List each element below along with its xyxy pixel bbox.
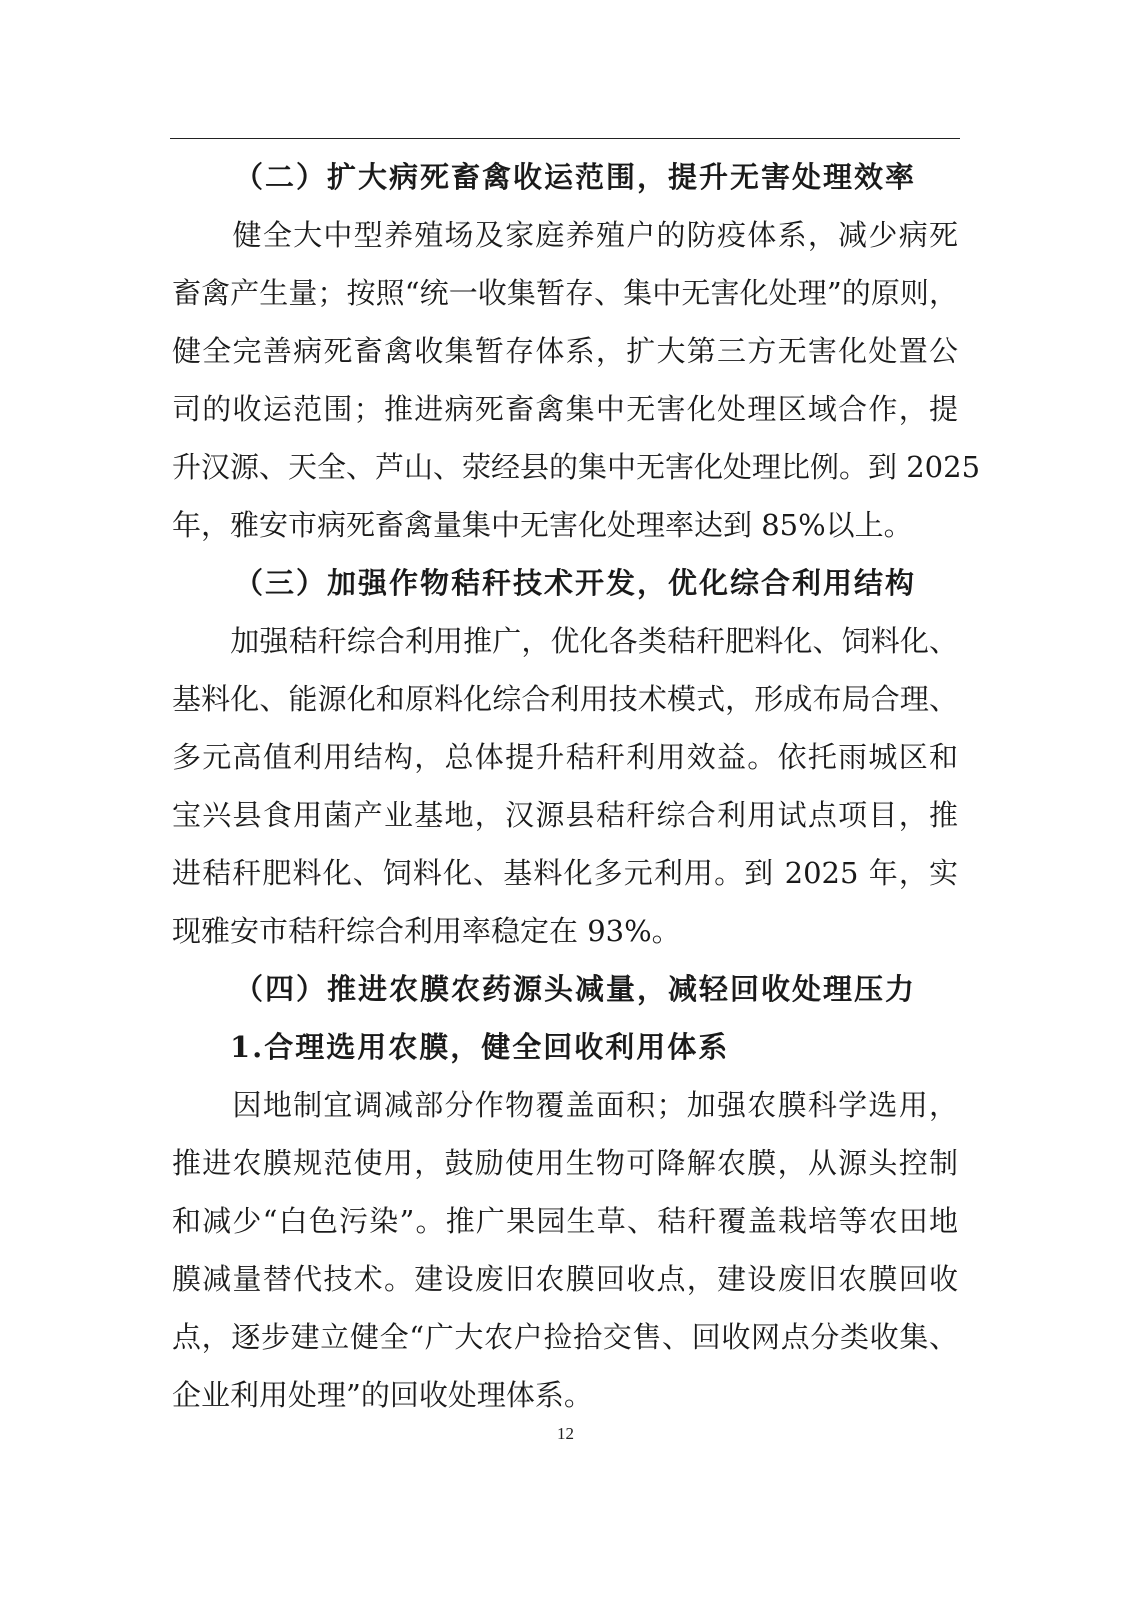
header-rule [170,138,960,139]
paragraph-line: 推进农膜规范使用，鼓励使用生物可降解农膜，从源头控制 [172,1146,958,1180]
section-heading-4: （四）推进农膜农药源头减量，减轻回收处理压力 [234,972,917,1006]
paragraph-line: 企业利用处理”的回收处理体系。 [172,1378,593,1412]
paragraph-line: 畜禽产生量；按照“统一收集暂存、集中无害化处理”的原则， [172,276,958,310]
section-heading-3: （三）加强作物秸秆技术开发，优化综合利用结构 [234,566,917,600]
subsection-heading-1: 1.合理选用农膜，健全回收利用体系 [230,1030,730,1064]
paragraph-line: 健全完善病死畜禽收集暂存体系，扩大第三方无害化处置公 [172,334,958,368]
paragraph-line: 膜减量替代技术。建设废旧农膜回收点，建设废旧农膜回收 [172,1262,958,1296]
paragraph-line: 加强秸秆综合利用推广，优化各类秸秆肥料化、饲料化、 [172,624,958,658]
paragraph-line: 现雅安市秸秆综合利用率稳定在 93%。 [172,914,681,948]
document-body [172,148,981,1424]
paragraph-line: 健全大中型养殖场及家庭养殖户的防疫体系，减少病死 [172,218,958,252]
paragraph-line: 点，逐步建立健全“广大农户捡拾交售、回收网点分类收集、 [172,1320,958,1354]
paragraph-line: 司的收运范围；推进病死畜禽集中无害化处理区域合作，提 [172,392,958,426]
paragraph-line: 宝兴县食用菌产业基地，汉源县秸秆综合利用试点项目，推 [172,798,958,832]
paragraph-line: 年，雅安市病死畜禽量集中无害化处理率达到 85%以上。 [172,508,913,542]
paragraph-line: 升汉源、天全、芦山、荥经县的集中无害化处理比例。到 2025 [172,450,981,484]
section-heading-2: （二）扩大病死畜禽收运范围，提升无害处理效率 [234,160,917,194]
paragraph-line: 基料化、能源化和原料化综合利用技术模式，形成布局合理、 [172,682,958,716]
paragraph-line: 进秸秆肥料化、饲料化、基料化多元利用。到 2025 年，实 [172,856,958,890]
page-number: 12 [557,1424,574,1443]
paragraph-line: 和减少“白色污染”。推广果园生草、秸秆覆盖栽培等农田地 [172,1204,958,1238]
paragraph-line: 多元高值利用结构，总体提升秸秆利用效益。依托雨城区和 [172,740,958,774]
paragraph-line: 因地制宜调减部分作物覆盖面积；加强农膜科学选用， [172,1088,958,1122]
